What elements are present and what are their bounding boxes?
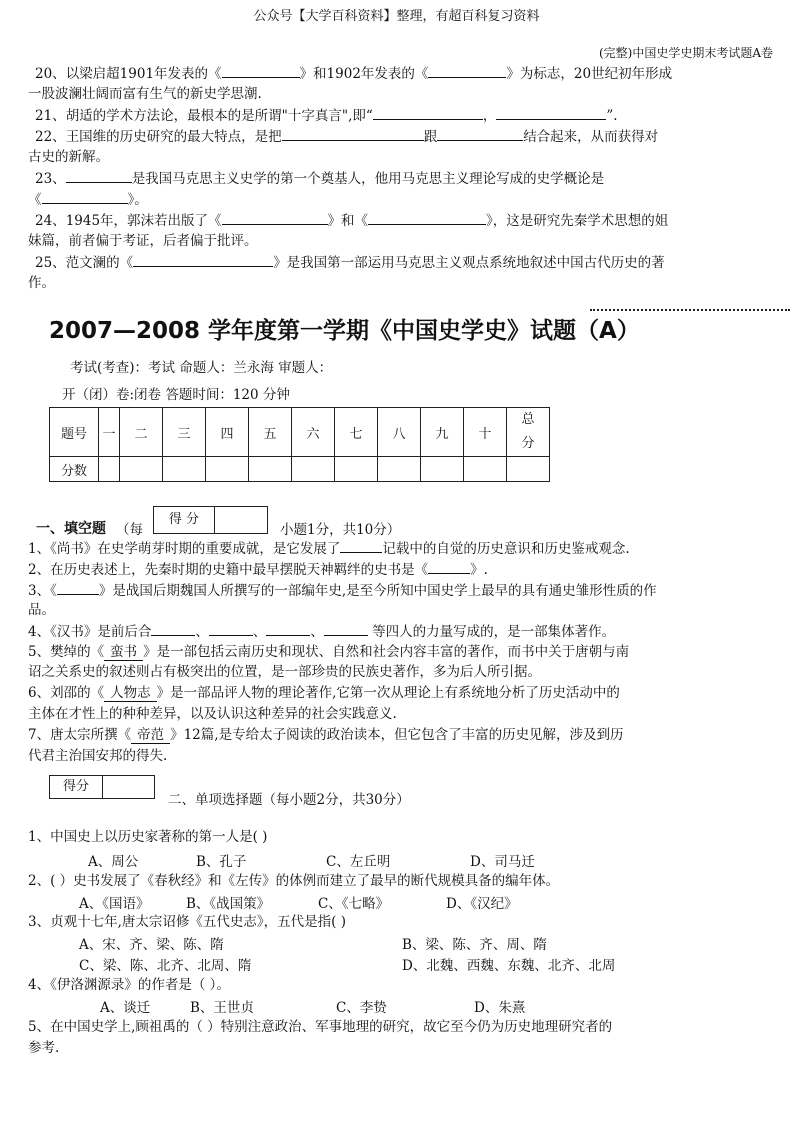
exam-info-line-2: 开（闭）卷:闭卷 答题时间：120 分钟 — [62, 387, 290, 403]
fill-question-3-cont: 品。 — [28, 602, 55, 618]
fill-question-6-cont: 主体在才性上的种种差异，以及认识这种差异的社会实践意义. — [28, 706, 397, 722]
question-20-cont: 一股波澜壮阔而富有生气的新史学思潮. — [28, 86, 262, 102]
q3-option-c[interactable]: C、梁、陈、北齐、北周、隋 — [79, 958, 252, 974]
score-cell[interactable] — [249, 457, 292, 482]
fill-question-1: 1、《尚书》在史学萌芽时期的重要成就，是它发展了 记载中的自觉的历史意识和历史鉴戒观念. — [28, 538, 630, 559]
question-25: 25、范文澜的《 》是我国第一部运用马克思主义观点系统地叙述中国古代历史的著 — [35, 252, 665, 273]
score-table — [49, 407, 550, 482]
exam-info-line-1: 考试(考查)：考试 命题人：兰永海 审题人： — [70, 360, 333, 376]
q4-option-a[interactable]: A、谈迁 — [100, 1000, 151, 1016]
q2-option-a[interactable]: A、《国语》 — [79, 896, 150, 912]
q1-option-d[interactable]: D、司马迁 — [470, 854, 535, 870]
q3-option-d[interactable]: D、北魏、西魏、东魏、北齐、北周 — [402, 958, 616, 974]
question-22: 22、王国维的历史研究的最大特点，是把 跟 结合起来，从而获得对 — [35, 126, 658, 147]
section-1-pre: （每 — [116, 522, 143, 538]
q1-option-b[interactable]: B、孔子 — [196, 854, 247, 870]
q3-option-a[interactable]: A、宋、齐、梁、陈、隋 — [79, 937, 224, 953]
fill-question-3: 3、《 》是战国后期魏国人所撰写的一部编年史,是至今所知中国史学上最早的具有通史雏形性质的作 — [28, 580, 657, 601]
fill-question-5: 5、樊绰的《 蛮书 》是一部包括云南历史和现状、自然和社会内容丰富的著作，而书中关于唐朝与南 — [28, 644, 630, 660]
score-col-1: 一 — [99, 408, 120, 457]
score-cell[interactable] — [120, 457, 163, 482]
score-cell[interactable] — [99, 457, 120, 482]
question-21: 21、胡适的学术方法论，最根本的是所谓"十字真言",即“ ， ”. — [35, 105, 618, 126]
question-20: 20、以梁启超1901年发表的《 》和1902年发表的《 》为标志，20世纪初年形成 — [35, 63, 672, 84]
choice-question-3: 3、贞观十七年,唐太宗诏修《五代史志》，五代是指( ) — [28, 914, 346, 930]
score-col-10: 十 — [464, 408, 507, 457]
fill-question-7-cont: 代君主治国安邦的得失. — [28, 748, 168, 764]
question-24-cont: 妹篇，前者偏于考证，后者偏于批评。 — [28, 233, 258, 249]
score-col-4: 四 — [206, 408, 249, 457]
section-1-heading: 一、填空题 — [36, 521, 106, 537]
choice-question-5: 5、在中国史学上,顾祖禹的（ ）特别注意政治、军事地理的研究，故它至今仍为历史地理研究者的 — [28, 1019, 613, 1035]
fill-question-4: 4、《汉书》是前后合 、 、 、 等四人的力量写成的，是一部集体著作。 — [28, 621, 615, 642]
score-col-7: 七 — [335, 408, 378, 457]
score-cell[interactable] — [421, 457, 464, 482]
q1-option-a[interactable]: A、周公 — [88, 854, 139, 870]
exam-title: 2007—2008 学年度第一学期《中国史学史》试题（A） — [49, 318, 640, 344]
q3-option-b[interactable]: B、梁、陈、齐、周、隋 — [402, 937, 547, 953]
q4-option-b[interactable]: B、王世贞 — [190, 1000, 254, 1016]
score-box-label: 得分 — [50, 776, 103, 798]
question-24: 24、1945年，郭沫若出版了《 》和《 》，这是研究先秦学术思想的姐 — [35, 210, 668, 231]
choice-question-4: 4、《伊洛渊源录》的作者是（ ）。 — [28, 977, 230, 993]
section-2-heading: 二、单项选择题（每小题2分，共30分） — [168, 792, 410, 808]
fill-question-2: 2、在历史表述上，先秦时期的史籍中最早摆脱天神羁绊的史书是《 》. — [28, 559, 488, 580]
document-title: (完整)中国史学史期末考试题A卷 — [598, 46, 773, 60]
watermark-header: 公众号【大学百科资料】整理，有超百科复习资料 — [253, 9, 540, 24]
q4-option-c[interactable]: C、李贽 — [336, 1000, 387, 1016]
dotted-divider — [590, 309, 790, 311]
score-col-total: 总 分 — [507, 408, 550, 457]
score-cell[interactable] — [378, 457, 421, 482]
score-box-label: 得 分 — [154, 507, 215, 533]
fill-question-5-cont: 诏之关系史的叙述则占有极突出的位置，是一部珍贵的民族史著作，多为后人所引据。 — [28, 664, 541, 680]
q2-option-d[interactable]: D、《汉纪》 — [446, 896, 518, 912]
score-cell[interactable] — [335, 457, 378, 482]
section-2-score-box — [49, 775, 155, 799]
score-table-row-label: 题号 — [50, 408, 99, 457]
score-cell[interactable] — [206, 457, 249, 482]
question-23-cont: 《 》。 — [28, 189, 148, 210]
question-23: 23、 是我国马克思主义史学的第一个奠基人，他用马克思主义理论写成的史学概论是 — [35, 168, 604, 189]
score-cell[interactable] — [292, 457, 335, 482]
score-cell[interactable] — [464, 457, 507, 482]
fill-question-6: 6、刘邵的《 人物志 》是一部品评人物的理论著作,它第一次从理论上有系统地分析了历史活动中的 — [28, 685, 620, 701]
choice-question-1: 1、中国史上以历史家著称的第一人是( ) — [28, 829, 268, 845]
score-col-5: 五 — [249, 408, 292, 457]
score-col-9: 九 — [421, 408, 464, 457]
score-col-6: 六 — [292, 408, 335, 457]
choice-question-5-cont: 参考. — [28, 1040, 60, 1056]
question-25-cont: 作。 — [28, 275, 55, 291]
q2-option-c[interactable]: C、《七略》 — [318, 896, 390, 912]
score-cell[interactable] — [507, 457, 550, 482]
score-table-score-label: 分数 — [50, 457, 99, 482]
fill-question-7: 7、唐太宗所撰《 帝范 》12篇,是专给太子阅读的政治读本，但它包含了丰富的历史见解，涉及到历 — [28, 727, 624, 743]
q4-option-d[interactable]: D、朱熹 — [474, 1000, 526, 1016]
score-col-8: 八 — [378, 408, 421, 457]
choice-question-2: 2、( ）史书发展了《春秋经》和《左传》的体例而建立了最早的断代规模具备的编年体。 — [28, 873, 560, 889]
score-cell[interactable] — [163, 457, 206, 482]
q2-option-b[interactable]: B、《战国策》 — [186, 896, 271, 912]
score-col-3: 三 — [163, 408, 206, 457]
q1-option-c[interactable]: C、左丘明 — [326, 854, 391, 870]
score-col-2: 二 — [120, 408, 163, 457]
section-1-score-box — [153, 506, 268, 534]
section-1-post: 小题1分，共10分） — [280, 522, 401, 538]
question-22-cont: 古史的新解。 — [28, 149, 109, 165]
